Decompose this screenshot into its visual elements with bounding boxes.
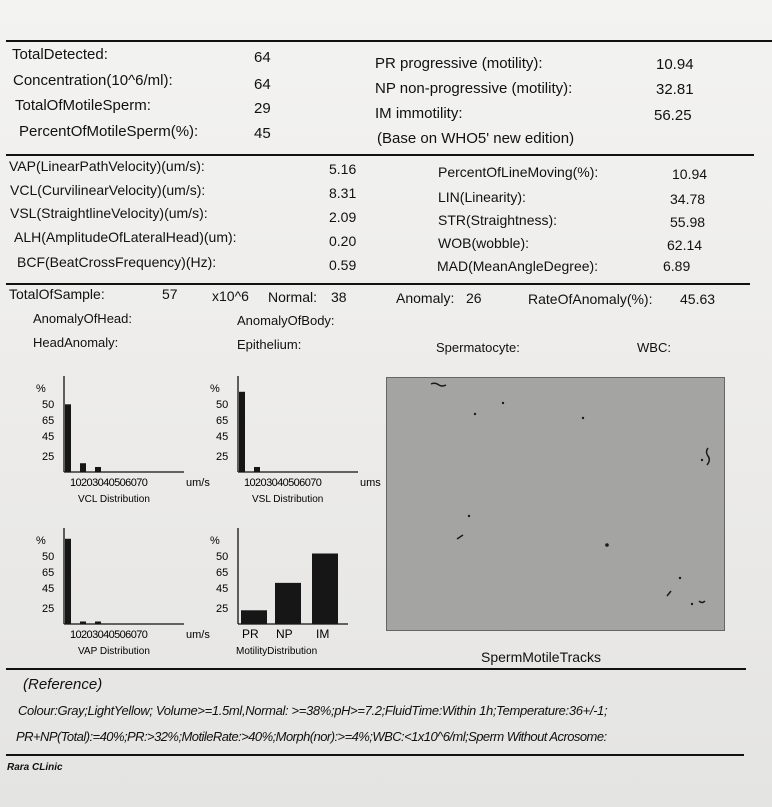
y-tick-label: 25: [216, 451, 229, 463]
cell-dot: [701, 459, 703, 461]
track-mark: [457, 535, 463, 539]
y-tick-label: 65: [42, 567, 55, 579]
x-tick-label: NP: [276, 627, 293, 641]
vsl-distribution-chart: [208, 370, 384, 512]
y-tick-label: 65: [216, 415, 229, 427]
summary-right-label: NP non-progressive (motility):: [375, 80, 573, 97]
epithelium-label: Epithelium:: [237, 337, 302, 352]
summary-right-label: PR progressive (motility):: [375, 55, 543, 72]
histogram-bar: [80, 621, 86, 624]
summary-left-value: 45: [254, 125, 271, 142]
y-tick-label: 50: [216, 551, 229, 563]
summary-right-value: 32.81: [656, 81, 694, 98]
summary-left-label: PercentOfMotileSperm(%):: [19, 123, 199, 140]
y-tick-label: 45: [216, 431, 229, 443]
kinematics-left-label: ALH(AmplitudeOfLateralHead)(um):: [14, 229, 237, 245]
spermatocyte-label: Spermatocyte:: [436, 340, 520, 355]
kinematics-right-value: 62.14: [667, 237, 703, 253]
kinematics-right-value: 6.89: [663, 258, 691, 274]
y-axis-label: %: [36, 383, 46, 395]
motility-distribution-chart: [208, 522, 384, 664]
kinematics-left-label: VCL(CurvilinearVelocity)(um/s):: [10, 182, 206, 198]
y-tick-label: 50: [42, 399, 55, 411]
motility-distribution-svg: [208, 522, 384, 664]
anomaly-rate-label: RateOfAnomaly(%):: [528, 291, 653, 307]
rule-top: [6, 40, 772, 42]
wbc-label: WBC:: [637, 340, 671, 355]
cell-dot: [502, 402, 504, 404]
histogram-bar: [65, 404, 71, 472]
kinematics-left-label: BCF(BeatCrossFrequency)(Hz):: [17, 254, 217, 270]
histogram-bar: [239, 392, 245, 472]
anomaly-of-body-label: AnomalyOfBody:: [237, 313, 335, 328]
y-tick-label: 25: [216, 603, 229, 615]
x-axis-unit: um/s: [186, 477, 210, 489]
kinematics-right-label: MAD(MeanAngleDegree):: [437, 258, 599, 274]
track-mark: [699, 601, 705, 603]
cell-dot: [582, 417, 584, 419]
bar-np: [275, 583, 301, 624]
cell-dots: [468, 402, 703, 605]
x-tick-label: PR: [242, 627, 259, 641]
vap-distribution-chart: [34, 522, 230, 664]
y-tick-label: 65: [216, 567, 229, 579]
kinematics-right-label: PercentOfLineMoving(%):: [438, 164, 599, 180]
x-tick-labels: 10203040506070: [70, 629, 148, 641]
anomaly-label: Anomaly:: [396, 290, 455, 306]
y-tick-label: 45: [42, 431, 55, 443]
bar-im: [312, 554, 338, 625]
sperm-tracks-title: SpermMotileTracks: [481, 649, 602, 665]
kinematics-left-value: 0.20: [329, 233, 357, 249]
kinematics-left-value: 5.16: [329, 161, 357, 177]
track-mark: [707, 448, 710, 465]
cell-dot: [474, 413, 476, 415]
summary-left-label: TotalOfMotileSperm:: [15, 97, 151, 114]
kinematics-right-label: LIN(Linearity):: [438, 189, 526, 205]
cell-dot: [605, 543, 609, 547]
track-marks: [431, 383, 709, 602]
anomaly-rate-value: 45.63: [680, 291, 716, 307]
summary-left-label: TotalDetected:: [12, 46, 108, 63]
x-axis-unit: um/s: [186, 629, 210, 641]
head-anomaly-label: HeadAnomaly:: [33, 335, 119, 350]
x-tick-labels: 10203040506070: [244, 477, 322, 489]
chart-title: VSL Distribution: [252, 494, 324, 505]
kinematics-left-value: 8.31: [329, 185, 357, 201]
rule-kinematics: [6, 283, 750, 285]
kinematics-right-value: 55.98: [670, 214, 706, 230]
reference-line-2: PR+NP(Total):=40%;PR:>32%;MotileRate:>40%;Morph(nor):>=4%;WBC:<1x10^6/ml;Sperm Without Acrosome:: [16, 729, 607, 744]
summary-left-label: Concentration(10^6/ml):: [13, 72, 173, 89]
y-axis-label: %: [36, 535, 46, 547]
x-tick-label: IM: [316, 627, 330, 641]
kinematics-right-value: 10.94: [672, 166, 708, 182]
summary-right-label: IM immotility:: [375, 105, 463, 122]
summary-right-value: 10.94: [656, 56, 694, 73]
normal-label: Normal:: [268, 289, 318, 305]
kinematics-left-label: VSL(StraightlineVelocity)(um/s):: [10, 205, 208, 221]
cell-dot: [691, 603, 693, 605]
y-axis-label: %: [210, 383, 220, 395]
y-tick-label: 45: [42, 583, 55, 595]
chart-title: VCL Distribution: [78, 494, 150, 505]
kinematics-left-value: 0.59: [329, 257, 357, 273]
x-axis-unit: ums: [360, 477, 381, 489]
histogram-bar: [254, 467, 260, 472]
rule-reference: [6, 754, 744, 756]
bar-pr: [241, 610, 267, 624]
chart-title: VAP Distribution: [78, 646, 150, 657]
rule-summary: [6, 154, 754, 156]
kinematics-right-value: 34.78: [670, 191, 706, 207]
total-sample-unit: x10^6: [212, 288, 249, 304]
reference-heading: (Reference): [23, 676, 103, 693]
y-tick-label: 25: [42, 451, 55, 463]
total-sample-value: 57: [162, 286, 178, 302]
vap-distribution-svg: [34, 522, 230, 664]
kinematics-right-label: STR(Straightness):: [438, 212, 558, 228]
sperm-tracks-svg: [387, 378, 724, 630]
summary-left-value: 64: [254, 76, 271, 93]
anomaly-value: 26: [466, 290, 482, 306]
anomaly-of-head-label: AnomalyOfHead:: [33, 311, 132, 326]
summary-right-value: 56.25: [654, 107, 692, 124]
y-tick-label: 25: [42, 603, 55, 615]
vcl-distribution-chart: [34, 370, 230, 512]
x-tick-labels: 10203040506070: [70, 477, 148, 489]
histogram-bar: [65, 539, 71, 624]
kinematics-right-label: WOB(wobble):: [438, 235, 530, 251]
total-sample-label: TotalOfSample:: [9, 286, 105, 302]
histogram-bar: [95, 467, 101, 472]
vcl-distribution-svg: [34, 370, 230, 512]
y-tick-label: 50: [216, 399, 229, 411]
cell-dot: [468, 515, 470, 517]
cell-dot: [679, 577, 681, 579]
summary-left-value: 29: [254, 100, 271, 117]
kinematics-left-label: VAP(LinearPathVelocity)(um/s):: [9, 158, 205, 174]
y-axis-label: %: [210, 535, 220, 547]
kinematics-left-value: 2.09: [329, 209, 357, 225]
histogram-bar: [95, 621, 101, 624]
summary-left-value: 64: [254, 49, 271, 66]
reference-line-1: Colour:Gray;LightYellow; Volume>=1.5ml,Normal: >=38%;pH>=7.2;FluidTime:Within 1h;Temperature:36+/-1;: [18, 703, 608, 718]
track-mark: [667, 591, 671, 596]
sperm-tracks-image: [386, 377, 725, 631]
y-tick-label: 45: [216, 583, 229, 595]
rule-graphs: [6, 668, 746, 670]
histogram-bar: [80, 463, 86, 472]
y-tick-label: 50: [42, 551, 55, 563]
track-mark: [431, 383, 446, 386]
who-edition-note: (Base on WHO5' new edition): [377, 130, 575, 147]
vsl-distribution-svg: [208, 370, 384, 512]
clinic-name: Rara CLinic: [7, 762, 63, 773]
normal-value: 38: [331, 289, 347, 305]
y-tick-label: 65: [42, 415, 55, 427]
chart-title: MotilityDistribution: [236, 646, 318, 657]
